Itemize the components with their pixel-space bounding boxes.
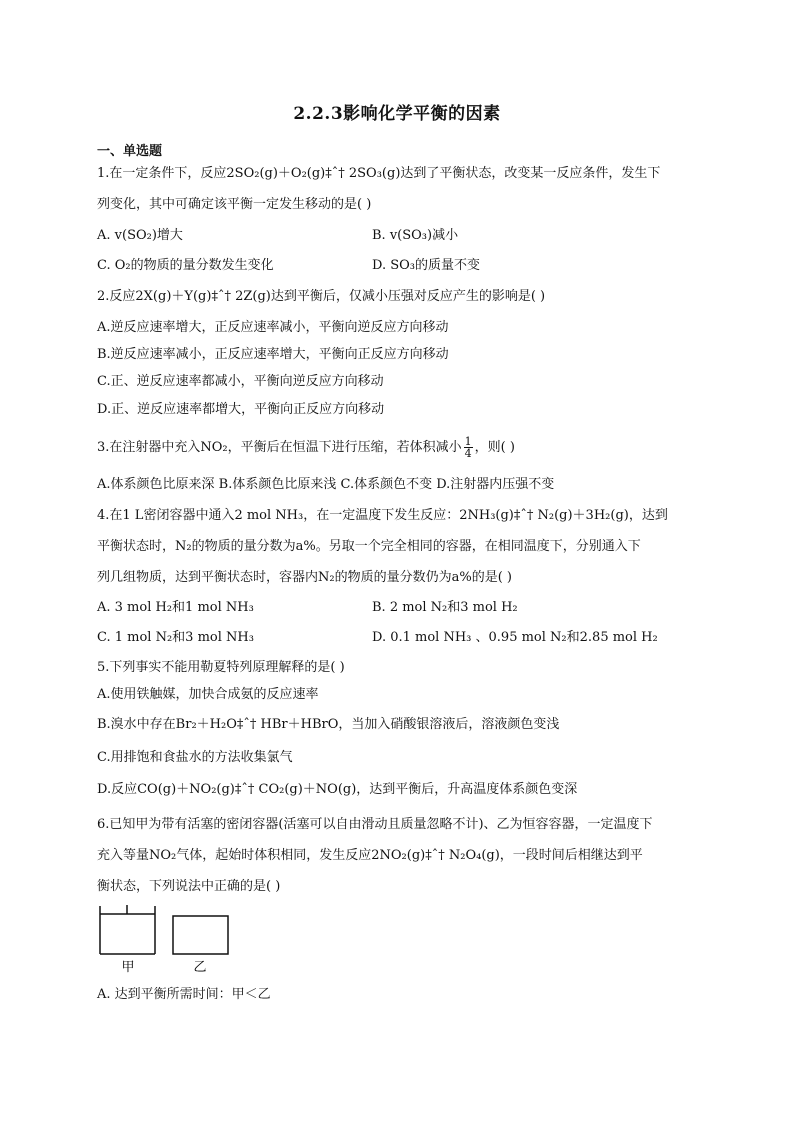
text-line: 2.反应2X(g)＋Y(g)‡ˆ† 2Z(g)达到平衡后，仅减小压强对反应产生的影响是( ) (97, 289, 546, 304)
text-line: 列变化，其中可确定该平衡一定发生移动的是( ) (97, 197, 372, 212)
fraction (464, 436, 473, 459)
text-line: 充入等量NO₂气体，起始时体积相同，发生反应2NO₂(g)‡ˆ† N₂O₄(g)，一段时间后相继达到平 (97, 848, 643, 863)
text-line: D. SO₃的质量不变 (372, 258, 480, 273)
text-line: C. O₂的物质的量分数发生变化 (97, 258, 274, 273)
text-line: 5.下列事实不能用勒夏特列原理解释的是( ) (97, 660, 345, 675)
text-line: A.体系颜色比原来深 B.体系颜色比原来浅 C.体系颜色不变 D.注射器内压强不变 (97, 477, 555, 492)
q3-text-after: ，则( ) (474, 440, 515, 455)
text-line: C.正、逆反应速率都减小，平衡向逆反应方向移动 (97, 374, 384, 389)
text-line: D.反应CO(g)＋NO₂(g)‡ˆ† CO₂(g)＋NO(g)，达到平衡后，升高温度体系颜色变深 (97, 782, 578, 797)
text-line: 4.在1 L密闭容器中通入2 mol NH₃，在一定温度下发生反应：2NH₃(g)‡ˆ† N₂(g)＋3H₂(g)，达到 (97, 508, 668, 523)
container-figure (97, 904, 237, 976)
text-line: 平衡状态时，N₂的物质的量分数为a%。另取一个完全相同的容器，在相同温度下，分别通入下 (97, 539, 641, 554)
fraction-denominator: 4 (464, 447, 472, 460)
text-line: A. 达到平衡所需时间：甲＜乙 (97, 987, 271, 1002)
text-line: A. 3 mol H₂和1 mol NH₃ (97, 600, 254, 615)
text-line: D. 0.1 mol NH₃ 、0.95 mol N₂和2.85 mol H₂ (372, 630, 658, 645)
q3-line (97, 436, 515, 459)
text-line: 列几组物质，达到平衡状态时，容器内N₂的物质的量分数仍为a%的是( ) (97, 570, 512, 585)
q3-text-before: 3.在注射器中充入NO₂，平衡后在恒温下进行压缩，若体积减小 (97, 440, 462, 455)
text-line: A.逆反应速率增大，正反应速率减小，平衡向逆反应方向移动 (97, 320, 449, 335)
text-line: B.溴水中存在Br₂＋H₂O‡ˆ† HBr＋HBrO，当加入硝酸银溶液后，溶液颜色变浅 (97, 717, 560, 732)
text-line: 6.已知甲为带有活塞的密闭容器(活塞可以自由滑动且质量忽略不计)、乙为恒容容器，一定温度下 (97, 817, 653, 832)
text-line: D.正、逆反应速率都增大，平衡向正反应方向移动 (97, 402, 385, 417)
label-yi: 乙 (193, 960, 207, 975)
container-yi (173, 916, 228, 954)
text-line: B.逆反应速率减小，正反应速率增大，平衡向正反应方向移动 (97, 347, 449, 362)
text-line: 1.在一定条件下，反应2SO₂(g)＋O₂(g)‡ˆ† 2SO₃(g)达到了平衡状态，改变某一反应条件，发生下 (97, 166, 661, 181)
text-line: 衡状态，下列说法中正确的是( ) (97, 879, 281, 894)
text-line: B. 2 mol N₂和3 mol H₂ (372, 600, 518, 615)
text-line: A.使用铁触媒，加快合成氨的反应速率 (97, 687, 319, 702)
text-line: A. v(SO₂)增大 (97, 228, 183, 243)
text-line: C.用排饱和食盐水的方法收集氯气 (97, 750, 293, 765)
label-jia: 甲 (121, 960, 135, 975)
text-line: C. 1 mol N₂和3 mol NH₃ (97, 630, 254, 645)
fraction-numerator: 1 (464, 435, 472, 448)
container-jia (100, 905, 155, 954)
text-line: B. v(SO₃)减小 (372, 228, 459, 243)
page-title: 2.2.3影响化学平衡的因素 (293, 104, 501, 124)
section-heading: 一、单选题 (97, 144, 163, 159)
